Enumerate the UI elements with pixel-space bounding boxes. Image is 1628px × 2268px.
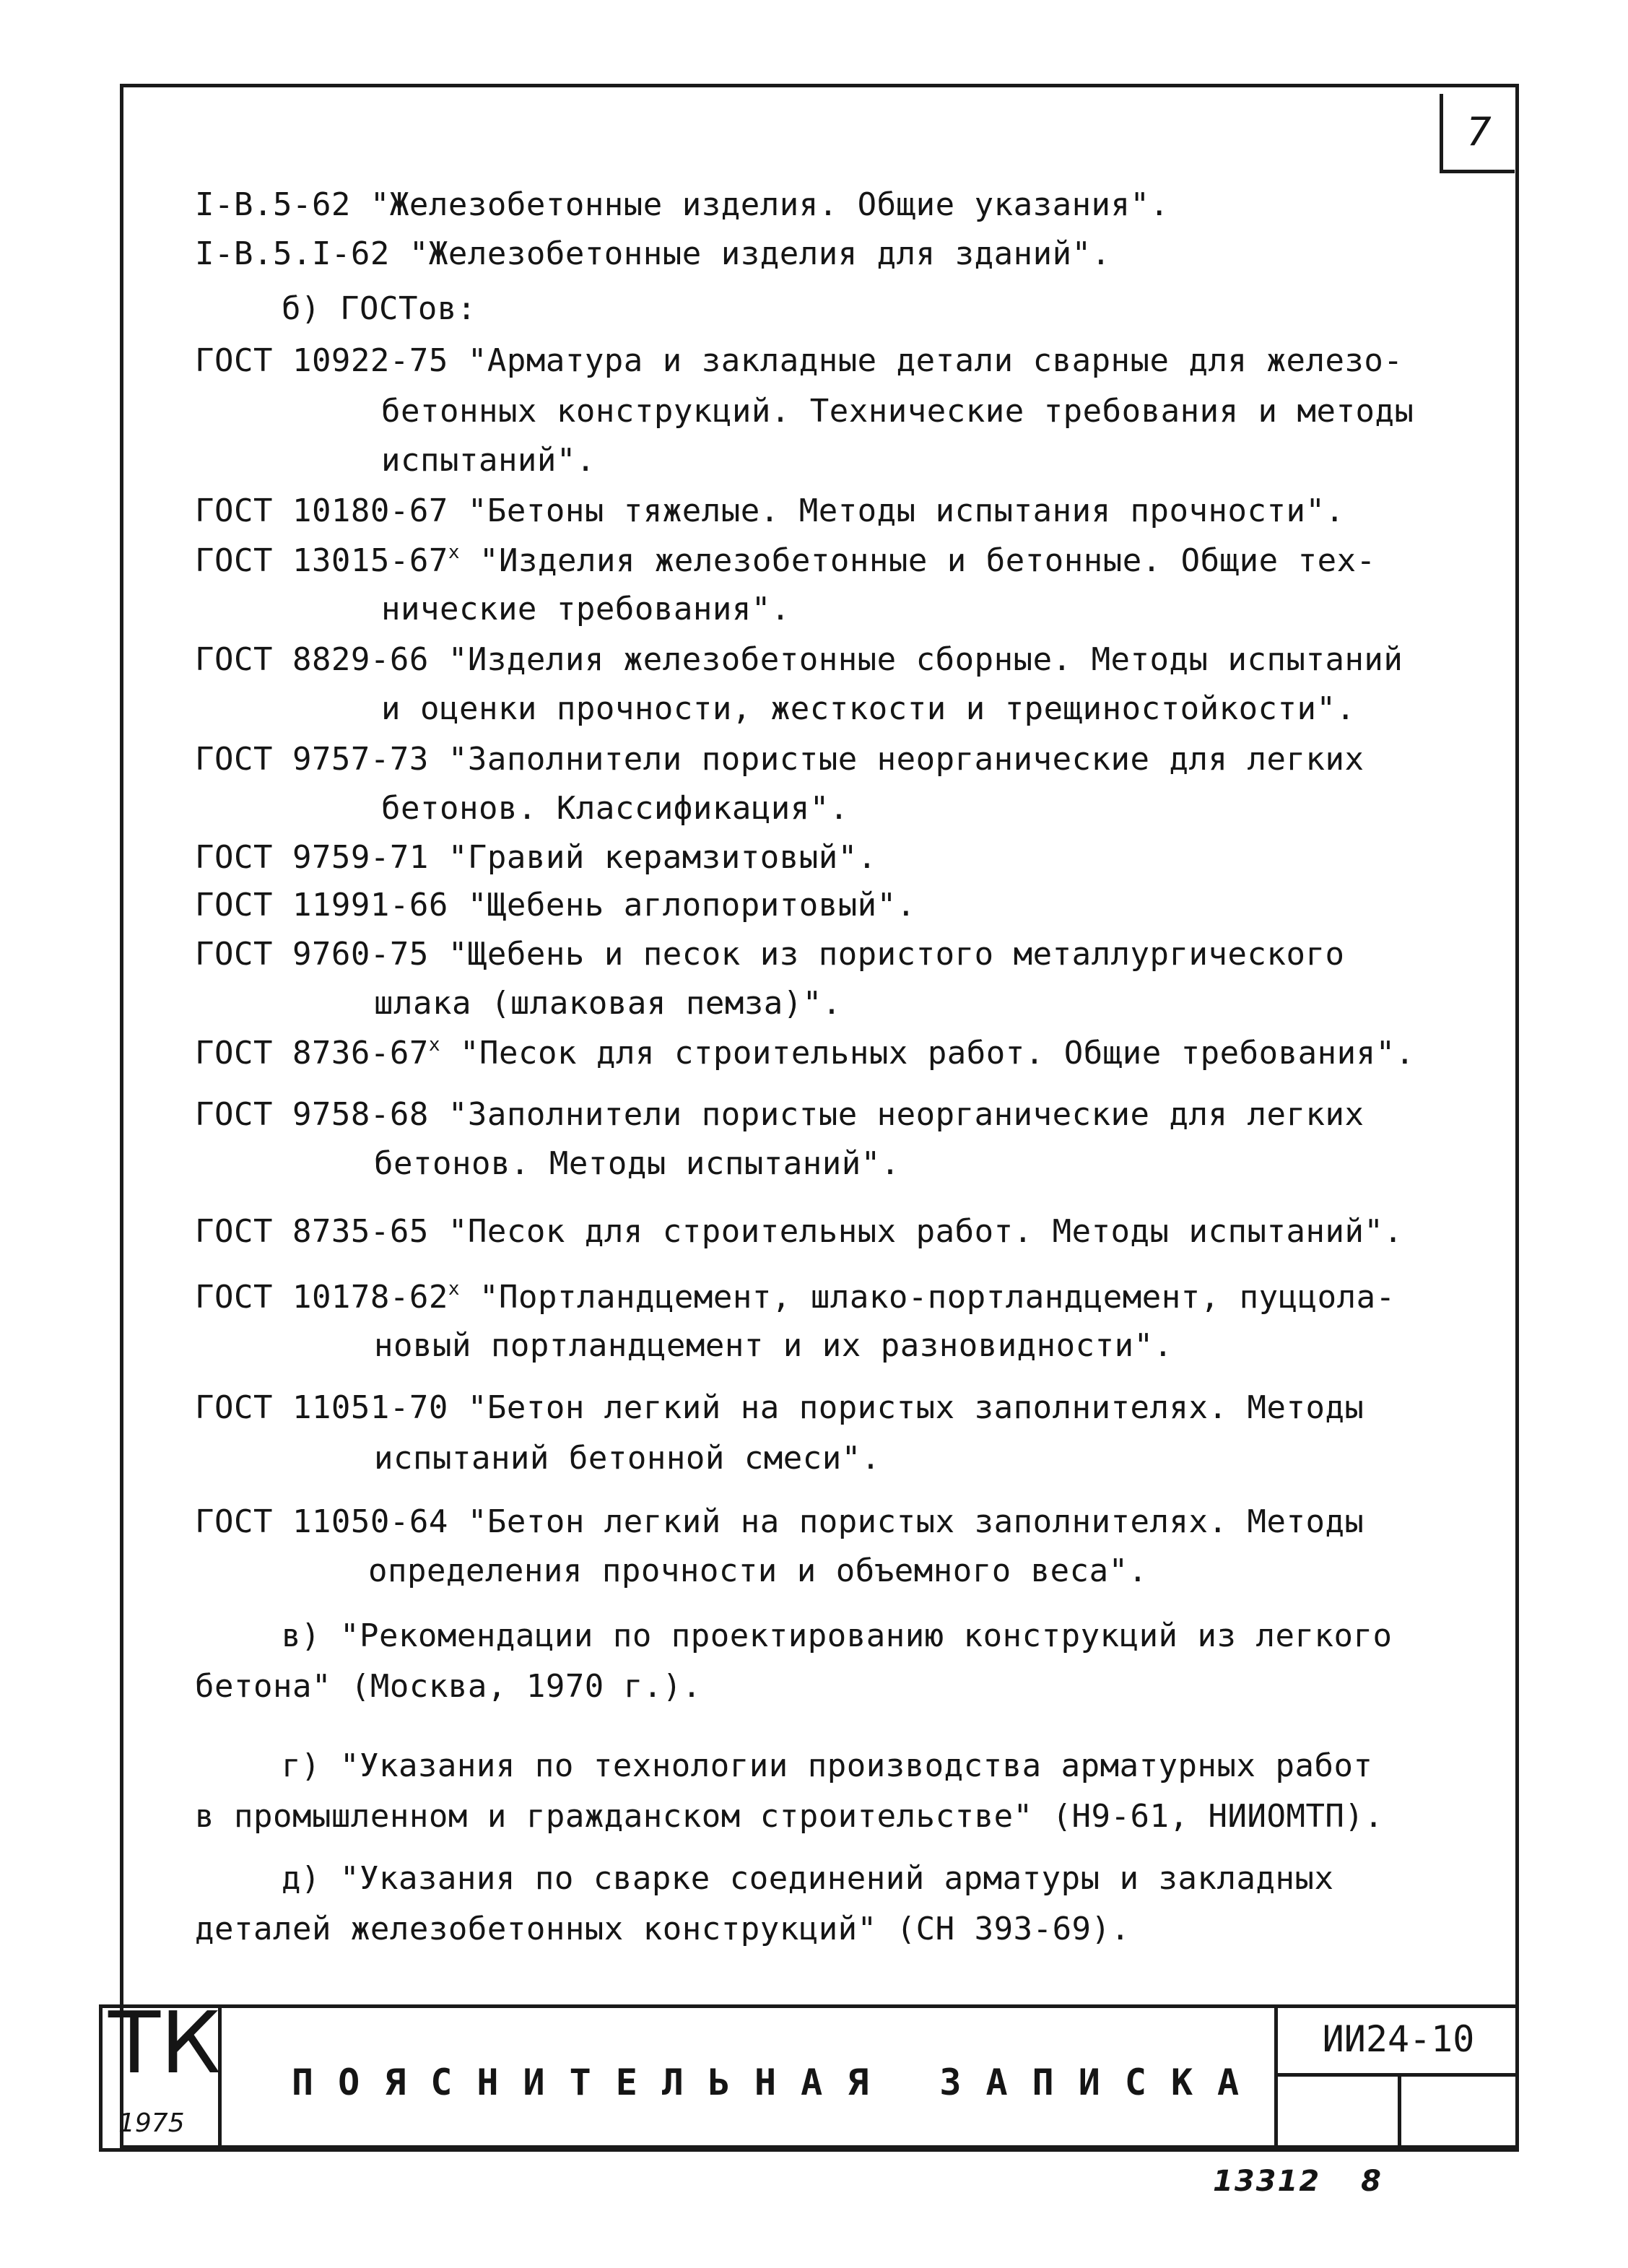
paragraph-g-continuation: в промышленном и гражданском строительстве" (Н9-61, НИИОМТП).	[195, 1798, 1384, 1835]
series-item: I-B.5.I-62 "Железобетонные изделия для зданий".	[195, 235, 1111, 272]
gost-entry: ГОСТ 9758-68 "Заполнители пористые неорганические для легких	[195, 1096, 1364, 1133]
gost-entry: ГОСТ 13015-67$^x$ "Изделия железобетонные и бетонные. Общие тех-	[195, 542, 1376, 579]
gost-entry-continuation: новый портландцемент и их разновидности".	[374, 1327, 1173, 1364]
gost-entry: ГОСТ 11051-70 "Бетон легкий на пористых заполнителях. Методы	[195, 1389, 1364, 1426]
gost-entry: ГОСТ 9759-71 "Гравий керамзитовый".	[195, 839, 877, 876]
gost-entry: ГОСТ 11991-66 "Щебень аглопоритовый".	[195, 887, 916, 924]
tk-year: 1975	[118, 2108, 185, 2138]
tk-logo: ТК	[108, 1993, 221, 2093]
gost-entry-continuation: нические требования".	[381, 591, 791, 627]
gost-entry-continuation: испытаний".	[381, 442, 596, 479]
gost-entry: ГОСТ 8736-67$^x$ "Песок для строительных работ. Общие требования".	[195, 1034, 1415, 1072]
gost-entry: ГОСТ 8735-65 "Песок для строительных работ. Методы испытаний".	[195, 1213, 1403, 1250]
gost-entry: ГОСТ 9757-73 "Заполнители пористые неорганические для легких	[195, 741, 1364, 778]
gost-entry: ГОСТ 10180-67 "Бетоны тяжелые. Методы испытания прочности".	[195, 492, 1345, 529]
gost-entry-continuation: бетонов. Классификация".	[381, 790, 849, 827]
series-item: I-B.5-62 "Железобетонные изделия. Общие указания".	[195, 186, 1170, 223]
gost-entry: ГОСТ 11050-64 "Бетон легкий на пористых заполнителях. Методы	[195, 1503, 1364, 1540]
document-title: ПОЯСНИТЕЛЬНАЯ ЗАПИСКА	[292, 2061, 1264, 2103]
gost-entry: ГОСТ 10922-75 "Арматура и закладные детали сварные для железо-	[195, 342, 1403, 379]
gost-entry-continuation: определения прочности и объемного веса".	[368, 1552, 1148, 1589]
document-code: ИИ24-10	[1274, 2004, 1519, 2077]
title-block-empty-cell	[1274, 2077, 1401, 2152]
gost-entry-continuation: бетонов. Методы испытаний".	[374, 1145, 900, 1182]
section-heading-b: б) ГОСТов:	[282, 290, 476, 327]
gost-entry-continuation: бетонных конструкций. Технические требования и методы	[381, 393, 1414, 430]
gost-entry: ГОСТ 8829-66 "Изделия железобетонные сборные. Методы испытаний	[195, 641, 1403, 678]
gost-entry: ГОСТ 9760-75 "Щебень и песок из пористого металлургического	[195, 936, 1345, 973]
page-number: 7	[1440, 94, 1515, 173]
paragraph-g: г) "Указания по технологии производства арматурных работ	[282, 1747, 1373, 1784]
gost-entry-continuation: испытаний бетонной смеси".	[374, 1440, 881, 1477]
paragraph-d: д) "Указания по сварке соединений арматуры и закладных	[282, 1860, 1334, 1897]
gost-entry-continuation: и оценки прочности, жесткости и трещиностойкости".	[381, 690, 1356, 727]
sheet-reference: 13312 8	[1213, 2165, 1383, 2198]
paragraph-v: в) "Рекомендации по проектированию конструкций из легкого	[282, 1617, 1393, 1654]
gost-entry: ГОСТ 10178-62$^x$ "Портландцемент, шлако-портландцемент, пуццола-	[195, 1278, 1396, 1316]
paragraph-d-continuation: деталей железобетонных конструкций" (СН 393-69).	[195, 1911, 1131, 1947]
gost-entry-continuation: шлака (шлаковая пемза)".	[374, 985, 842, 1022]
paragraph-v-continuation: бетона" (Москва, 1970 г.).	[195, 1668, 702, 1705]
